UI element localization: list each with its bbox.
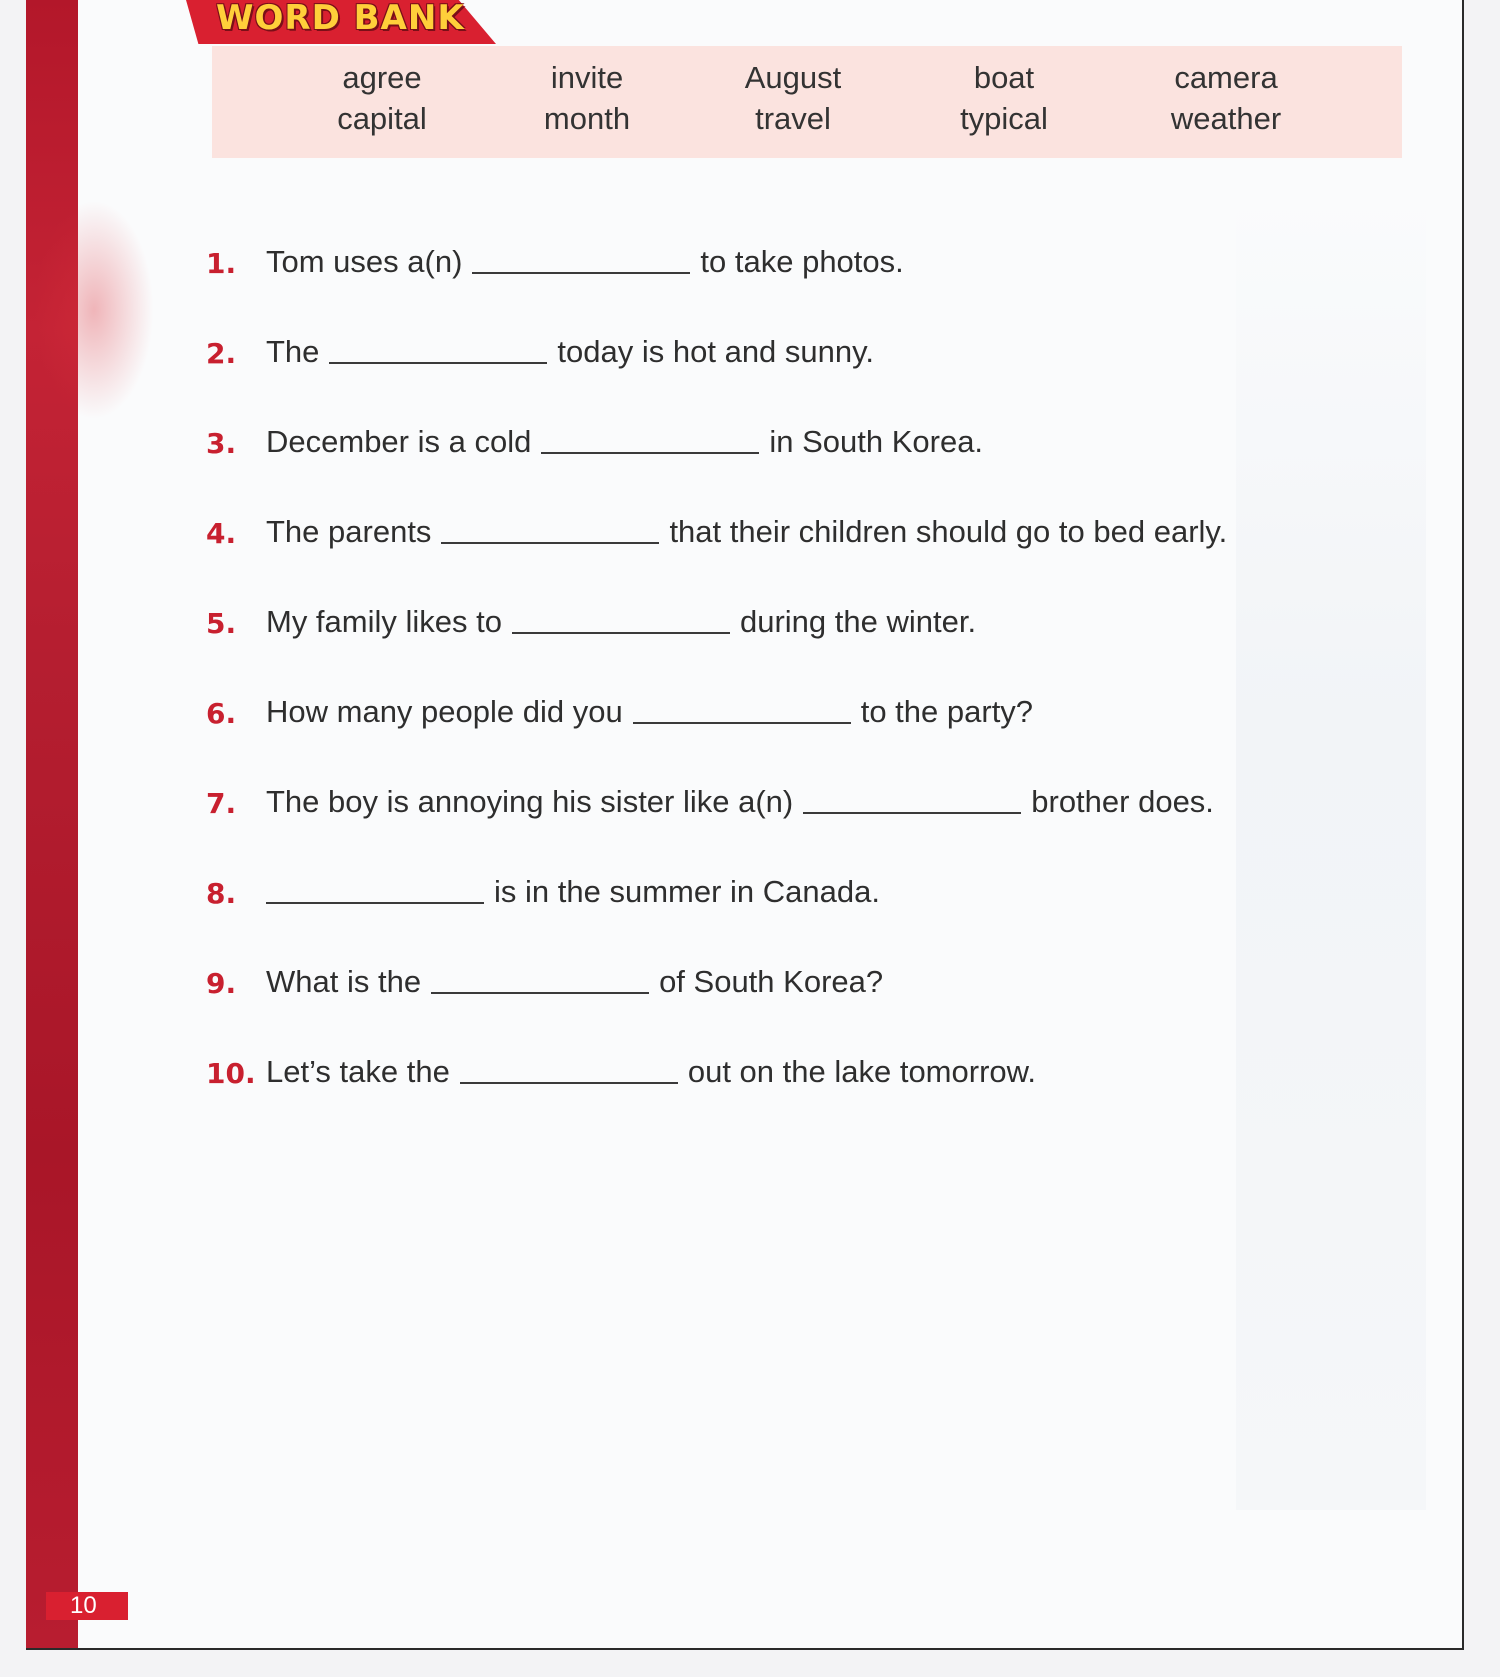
question-text-before: How many people did you [266, 694, 623, 729]
word-bank-word: camera [1174, 60, 1278, 95]
question-item [206, 590, 976, 640]
word-bank-panel [212, 46, 1402, 158]
question-text-before: The boy is annoying his sister like a(n) [266, 784, 794, 819]
answer-blank[interactable] [329, 360, 547, 364]
question-number: 7. [206, 787, 237, 820]
word-bank-word: capital [337, 101, 427, 136]
question-text-before: December is a cold [266, 424, 532, 459]
word-bank-title: WORD BANK [216, 0, 465, 38]
workbook-page [26, 0, 1464, 1650]
question-text-after: today is hot and sunny. [557, 334, 874, 369]
question-text-before: My family likes to [266, 604, 502, 639]
word-bank-word: boat [973, 60, 1035, 95]
answer-blank[interactable] [633, 720, 851, 724]
answer-blank[interactable] [441, 540, 659, 544]
question-text-before: The parents [266, 514, 432, 549]
word-bank-word: typical [960, 101, 1048, 136]
question-number: 8. [206, 877, 237, 910]
question-item [206, 860, 880, 910]
word-bank-word: invite [550, 60, 624, 95]
question-text-after: during the winter. [739, 604, 977, 639]
answer-blank[interactable] [472, 270, 690, 274]
question-number: 1. [206, 247, 237, 280]
question-number: 6. [206, 697, 237, 730]
answer-blank[interactable] [431, 990, 649, 994]
question-item [206, 230, 904, 280]
question-number: 9. [206, 967, 237, 1000]
question-text-after: out on the lake tomorrow. [687, 1054, 1036, 1089]
background-ghost [1236, 190, 1426, 1510]
answer-blank[interactable] [460, 1080, 678, 1084]
question-text-after: that their children should go to bed early. [669, 514, 1228, 549]
question-text-after: to the party? [860, 694, 1034, 729]
page-number: 10 [46, 1592, 128, 1620]
question-item [206, 770, 1214, 820]
question-item [206, 500, 1227, 550]
spine-glow [34, 200, 154, 420]
question-text-before: Let’s take the [266, 1054, 450, 1089]
question-text-after: brother does. [1031, 784, 1214, 819]
question-text-before: The [266, 334, 320, 369]
answer-blank[interactable] [266, 900, 484, 904]
answer-blank[interactable] [512, 630, 730, 634]
question-number: 10. [206, 1057, 256, 1090]
question-item [206, 950, 883, 1000]
word-bank-word: month [543, 101, 631, 136]
word-bank-word: weather [1170, 101, 1282, 136]
question-number: 5. [206, 607, 237, 640]
question-text-after: to take photos. [700, 244, 904, 279]
question-text-after: is in the summer in Canada. [494, 874, 880, 909]
question-text-after: in South Korea. [769, 424, 984, 459]
word-bank-word: travel [755, 101, 831, 136]
question-number: 2. [206, 337, 237, 370]
question-item [206, 1040, 1036, 1090]
question-number: 3. [206, 427, 237, 460]
question-item [206, 320, 874, 370]
question-item [206, 680, 1033, 730]
question-item [206, 410, 983, 460]
question-text-before: What is the [266, 964, 422, 999]
question-text-before: Tom uses a(n) [266, 244, 463, 279]
word-bank-word: agree [342, 60, 422, 95]
question-text-after: of South Korea? [659, 964, 884, 999]
question-number: 4. [206, 517, 237, 550]
word-bank-word: August [744, 60, 842, 95]
answer-blank[interactable] [541, 450, 759, 454]
answer-blank[interactable] [803, 810, 1021, 814]
